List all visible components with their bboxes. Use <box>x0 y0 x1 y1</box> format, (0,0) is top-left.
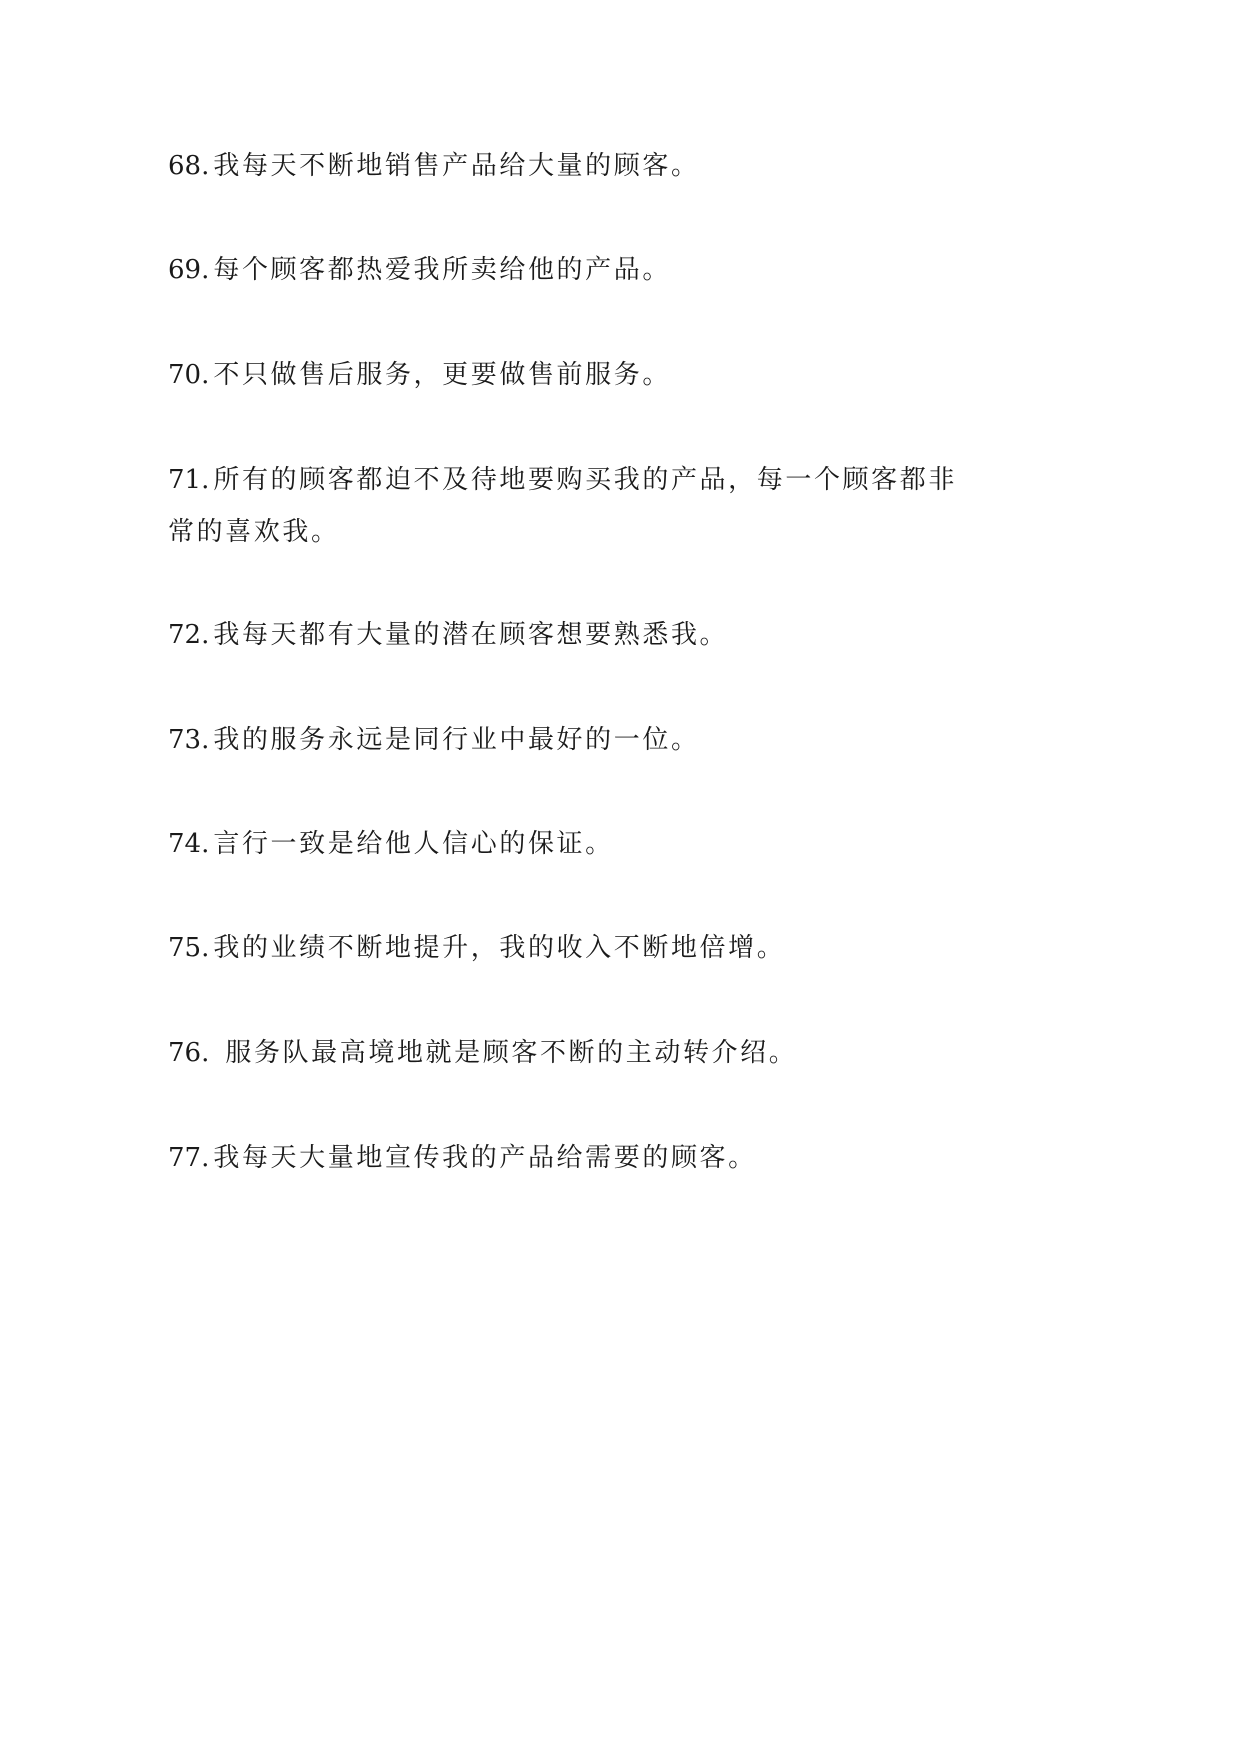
item-number: 75. <box>168 933 210 963</box>
item-text: 不只做售后服务，更要做售前服务。 <box>213 360 671 390</box>
item-number: 76. <box>168 1038 210 1068</box>
item-number: 73. <box>168 725 210 755</box>
list-item-68 <box>168 140 958 192</box>
item-text: 所有的顾客都迫不及待地要购买我的产品，每一个顾客都非常的喜欢我。 <box>168 465 957 547</box>
list-item-73 <box>168 714 958 766</box>
list-item-76 <box>168 1027 958 1079</box>
list-item-69 <box>168 244 958 296</box>
item-text: 言行一致是给他人信心的保证。 <box>213 829 614 859</box>
list-item-74 <box>168 818 958 870</box>
item-number: 71. <box>168 465 210 495</box>
item-text: 我的业绩不断地提升，我的收入不断地倍增。 <box>213 933 786 963</box>
item-text: 服务队最高境地就是顾客不断的主动转介绍。 <box>225 1038 798 1068</box>
item-number: 72. <box>168 620 210 650</box>
item-text: 我的服务永远是同行业中最好的一位。 <box>213 725 700 755</box>
item-number: 70. <box>168 360 210 390</box>
item-text: 我每天都有大量的潜在顾客想要熟悉我。 <box>213 620 729 650</box>
item-text: 每个顾客都热爱我所卖给他的产品。 <box>213 255 671 285</box>
item-number: 74. <box>168 829 210 859</box>
list-item-72 <box>168 609 958 661</box>
list-item-71 <box>168 454 958 558</box>
item-text: 我每天不断地销售产品给大量的顾客。 <box>213 151 700 181</box>
item-number: 68. <box>168 151 210 181</box>
item-text: 我每天大量地宣传我的产品给需要的顾客。 <box>213 1143 757 1173</box>
list-item-70 <box>168 349 958 401</box>
item-number: 77. <box>168 1143 210 1173</box>
list-item-77 <box>168 1132 958 1184</box>
list-item-75 <box>168 922 958 974</box>
item-number: 69. <box>168 255 210 285</box>
